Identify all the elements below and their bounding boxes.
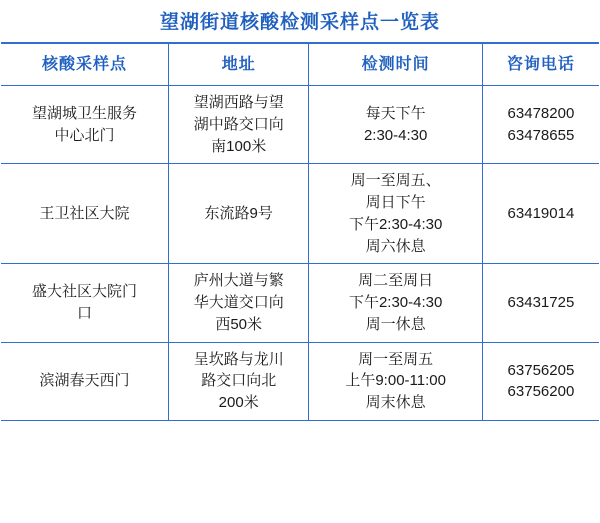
cell-time-line: 周二至周日 [358,272,434,290]
cell-time [309,164,482,264]
column-header-address: 地址 [168,43,309,86]
cell-site-line: 中心北门 [54,126,115,144]
cell-site-line: 望湖城卫生服务 [31,105,137,123]
cell-site-line: 滨湖春天西门 [39,372,130,390]
cell-tel-line: 63756200 [507,383,575,401]
cell-address-line: 呈坎路与龙川 [193,350,284,368]
cell-site [1,164,168,264]
column-header-time: 检测时间 [309,43,482,86]
cell-site-line: 口 [76,305,92,323]
cell-address [168,86,309,164]
cell-tel [482,164,599,264]
table-row [1,264,599,342]
cell-site-line: 盛大社区大院门 [31,283,137,301]
table-row [1,164,599,264]
cell-time-line: 周一至周五、 [350,172,441,190]
cell-time-line: 周一至周五 [358,350,434,368]
cell-address-line: 湖中路交口向 [193,115,284,133]
table-row [1,86,599,164]
cell-site [1,342,168,420]
cell-time [309,86,482,164]
cell-address-line: 庐州大道与繁 [193,272,284,290]
cell-time [309,342,482,420]
cell-address-line: 望湖西路与望 [193,94,284,112]
table-row [1,342,599,420]
cell-site-line: 王卫社区大院 [39,205,130,223]
cell-address-line: 路交口向北 [201,372,277,390]
table-title-row [1,0,599,43]
cell-address-line: 东流路9号 [204,205,273,223]
table-header-row [1,43,599,86]
cell-time-line: 周末休息 [365,394,426,412]
cell-time-line: 周六休息 [365,237,426,255]
cell-tel [482,264,599,342]
cell-tel [482,342,599,420]
page-title: 望湖街道核酸检测采样点一览表 [1,0,599,43]
cell-address-line: 南100米 [211,137,267,155]
sampling-points-table [1,0,599,421]
cell-time-line: 上午9:00-11:00 [345,372,446,390]
cell-site [1,86,168,164]
column-header-site: 核酸采样点 [1,43,168,86]
cell-tel-line: 63431725 [507,294,575,312]
cell-address-line: 西50米 [215,315,263,333]
cell-tel [482,86,599,164]
cell-time-line: 下午2:30-4:30 [348,294,443,312]
cell-address [168,342,309,420]
cell-address-line: 华大道交口向 [193,294,284,312]
cell-time-line: 下午2:30-4:30 [348,215,443,233]
cell-time-line: 周日下午 [365,194,426,212]
cell-site [1,264,168,342]
cell-address [168,164,309,264]
cell-tel-line: 63756205 [507,361,575,379]
cell-time [309,264,482,342]
cell-time-line: 每天下午 [365,105,426,123]
cell-tel-line: 63478200 [507,105,575,123]
cell-address-line: 200米 [218,394,259,412]
column-header-tel: 咨询电话 [482,43,599,86]
cell-time-line: 周一休息 [365,315,426,333]
cell-address [168,264,309,342]
cell-time-line: 2:30-4:30 [363,126,428,144]
cell-tel-line: 63419014 [507,205,575,223]
cell-tel-line: 63478655 [507,126,575,144]
